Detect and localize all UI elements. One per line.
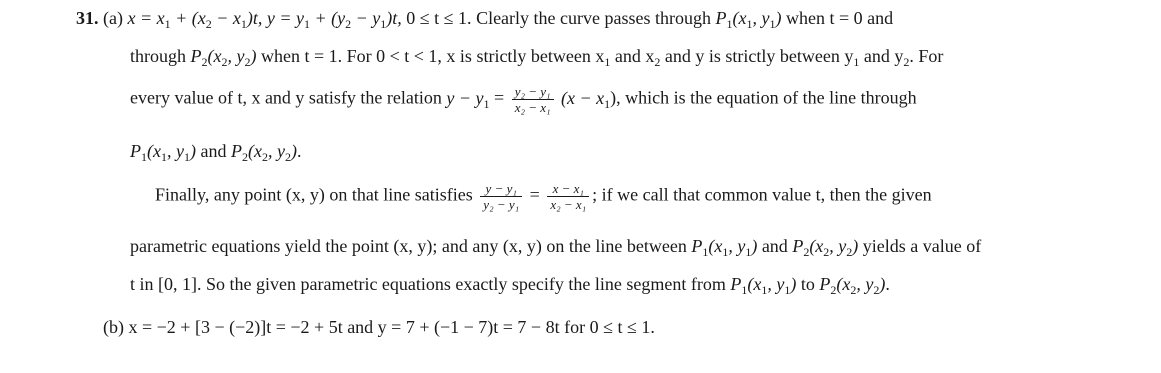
and-label: and [200,141,227,161]
point-p2: $P_2(x_2$, $y_2$) [190,46,257,69]
ratio-x-numerator: x − x₁ [547,181,589,197]
ratio-y-numerator: y − y₁ [480,181,522,197]
ratio-x-denominator: x₂ − x₁ [550,197,587,212]
sentence-7: t in [0, 1]. So the given parametric equations exactly specify the line segment from [130,274,726,294]
line-6 [130,235,981,257]
through-label: through [130,46,186,66]
and-label-2: and [761,236,788,256]
point-p1: $P_1(x_1$, $y_1$) [715,8,782,31]
point-p2-line6: $P_2(x_2$, $y_2$) [792,236,859,259]
relation-lhs: $y - y_1$ [446,87,490,111]
sentence-3: every value of t, x and y satisfy the relation [130,87,442,108]
to-label: to [800,274,815,294]
point-p1-line7: $P_1(x_1$, $y_1$) [730,274,797,297]
line-4 [130,140,301,162]
point-p2-line7: $P_2(x_2$, $y_2$) [819,274,886,297]
period-2: . [885,274,890,294]
line-5 [155,181,932,212]
line-2 [130,45,943,67]
equals-sign-2: = [529,184,540,205]
sentence-3-end: ), which is the equation of the line through [610,87,917,108]
ratio-y-denominator: y₂ − y₁ [483,197,520,212]
line-3 [130,84,917,115]
ratio-y-fraction [480,181,522,212]
sentence-5-end: ; if we call that common value t, then the given [592,184,932,205]
equals-sign: = [494,87,505,108]
range: 0 ≤ t ≤ 1. [406,8,472,28]
slope-fraction [512,84,554,115]
part-b-text: x = −2 + [3 − (−2)]t = −2 + 5t and y = 7 + (−1 − 7)t = 7 − 8t for 0 ≤ t ≤ 1. [128,317,655,337]
slope-denominator: x₂ − x₁ [514,100,551,115]
slope-numerator: y₂ − y₁ [512,84,554,100]
point-p1-repeat: $P_1(x_1$, $y_1$) [130,141,196,164]
line-7 [130,273,890,295]
point-p2-repeat: $P_2(x_2$, $y_2$) [230,141,297,164]
sentence-1: Clearly the curve passes through [476,8,711,28]
part-b-label: (b) [103,317,124,337]
sentence-6-end: yields a value of [862,236,982,256]
sentence-1-when: when t = 0 and [785,8,894,28]
ratio-x-fraction [547,181,589,212]
relation-rhs: ($x - x_1$ [561,87,611,111]
eq-y: $y = y_1 + (y_2 - y_1)t$, [266,8,402,31]
eq-x: $x = x_1 + (x_2 - x_1)t$, [127,8,263,31]
period: . [296,141,302,161]
line-1 [76,7,893,29]
sentence-2: when t = 1. For 0 < t < 1, x is strictly between $x_1$ and $x_2$ and y is strictly between $y_1$ and $y_2$. For [260,46,944,69]
problem-number: 31. [76,8,99,28]
part-b-line [103,316,655,338]
point-p1-line6: $P_1(x_1$, $y_1$) [691,236,758,259]
part-a-label: (a) [103,8,123,28]
sentence-5: Finally, any point (x, y) on that line satisfies [155,184,473,205]
sentence-6: parametric equations yield the point (x, y); and any (x, y) on the line between [130,236,687,256]
